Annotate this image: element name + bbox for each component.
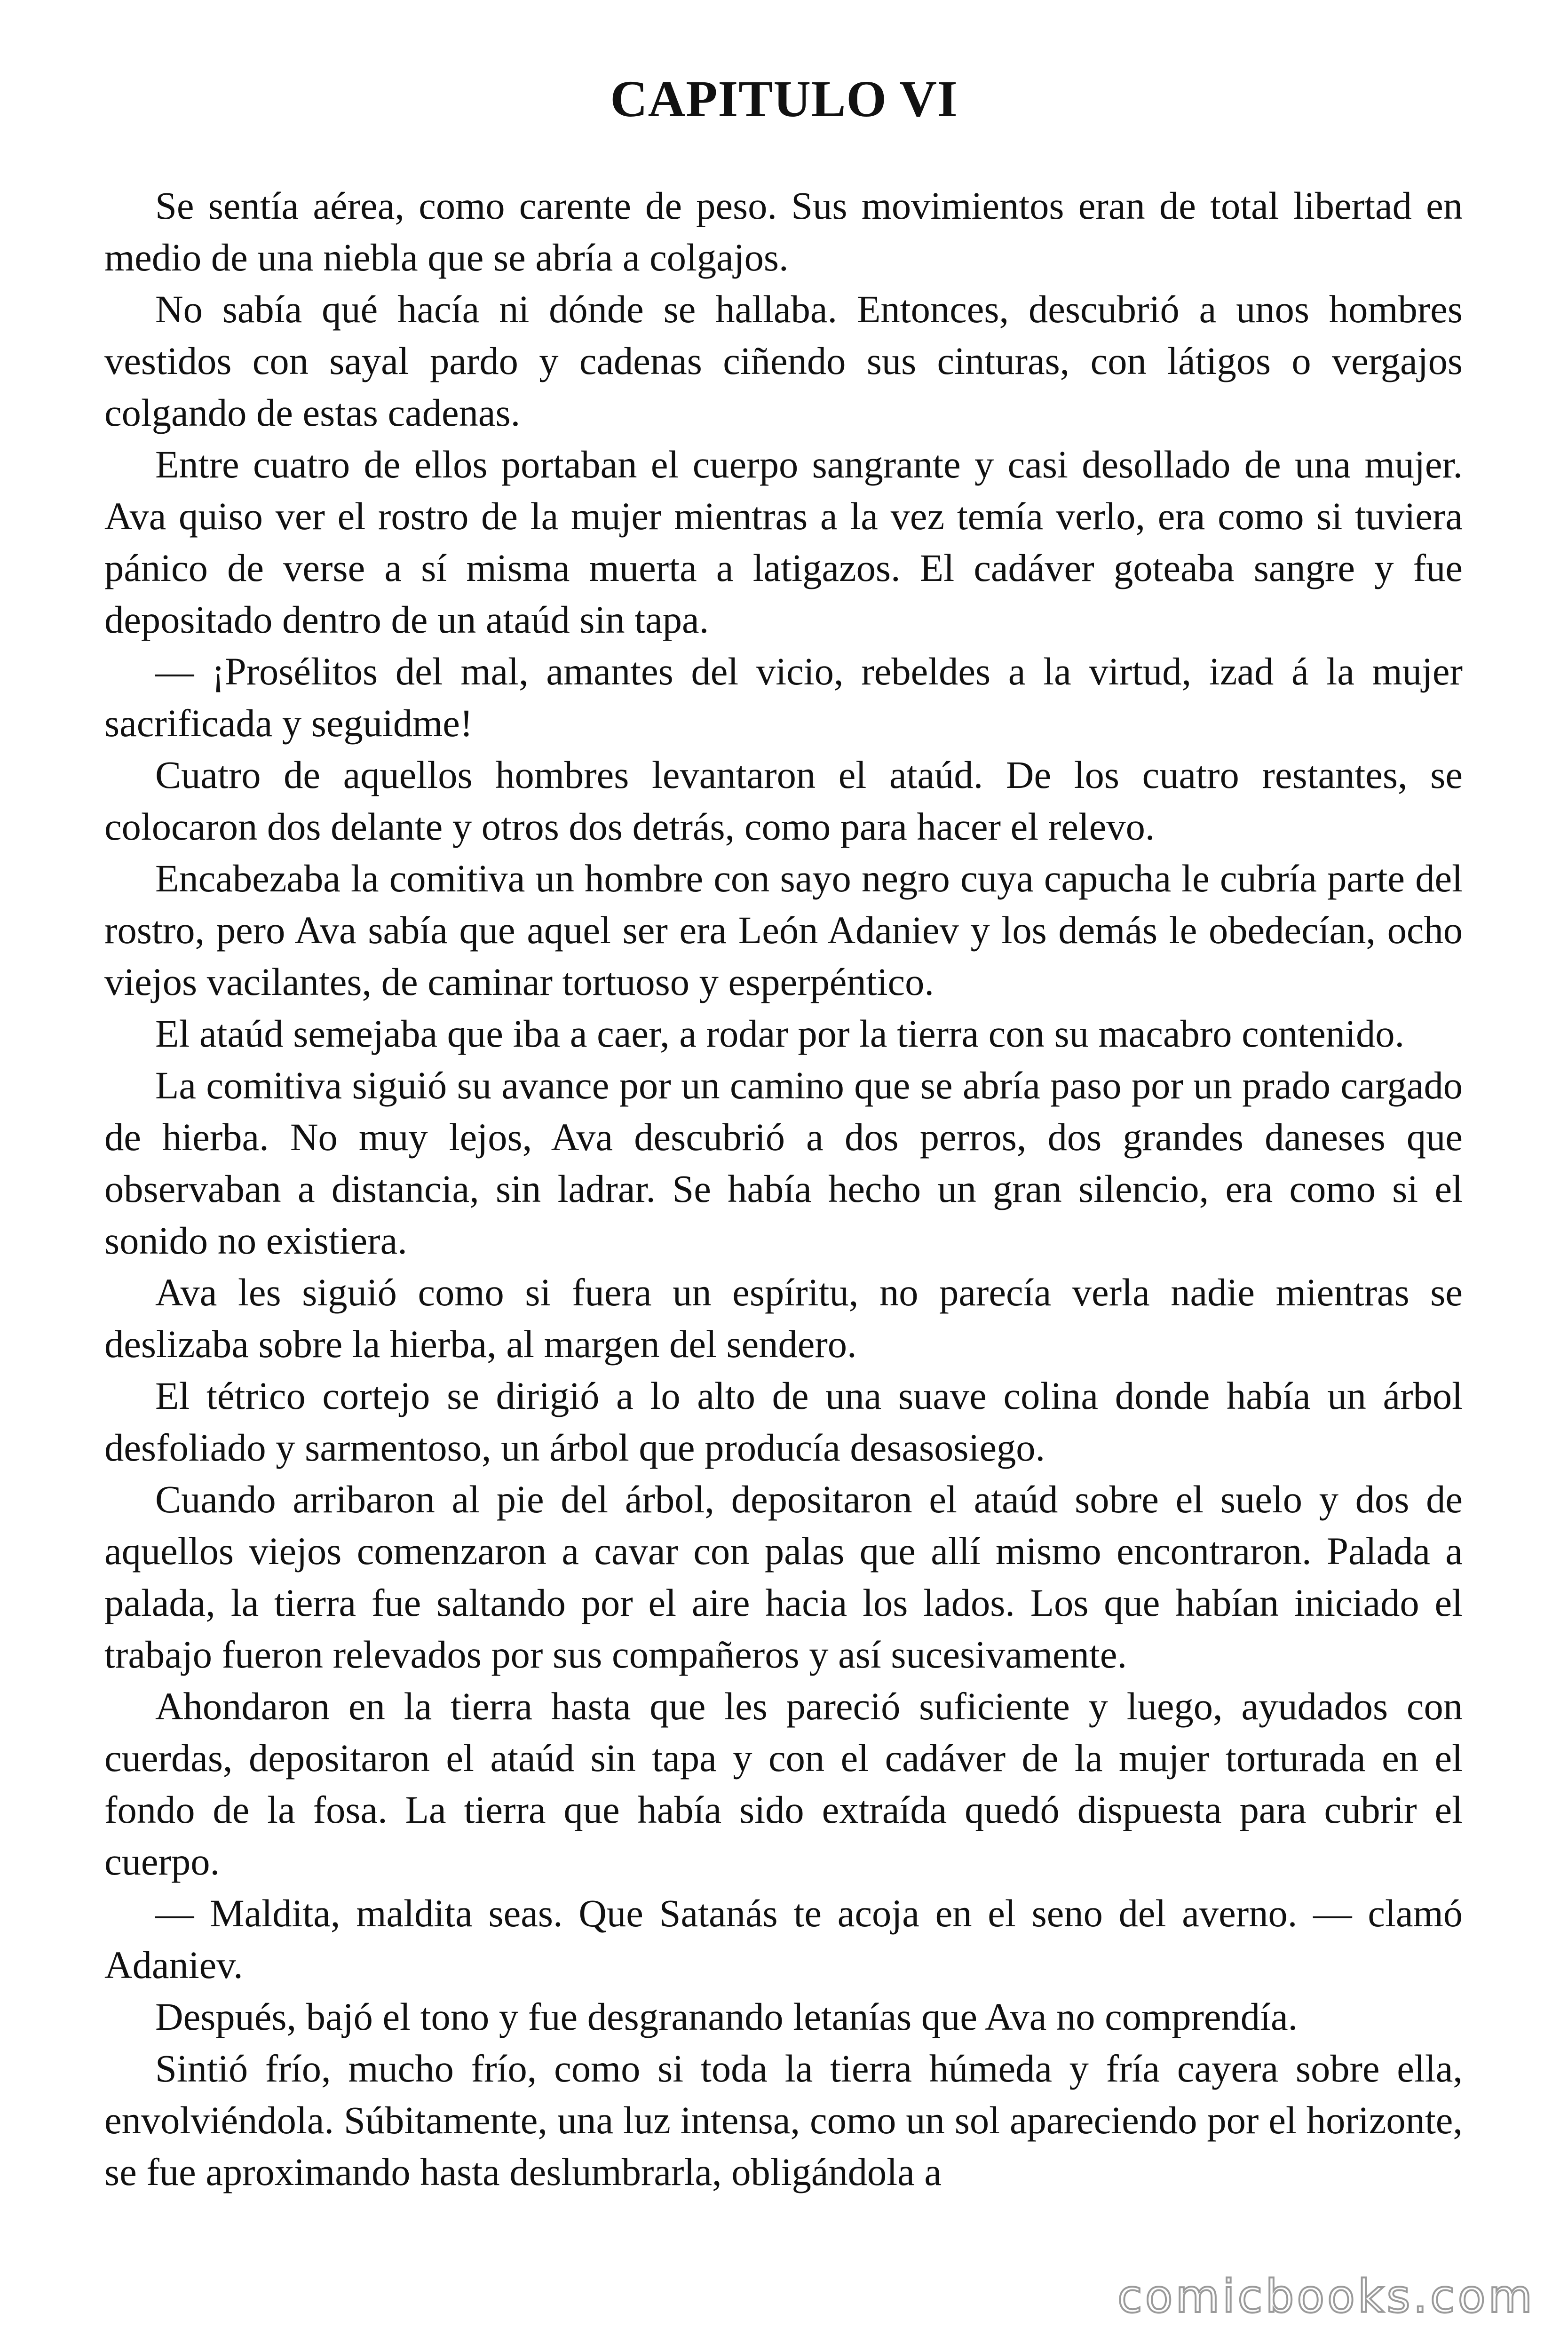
paragraph: Cuatro de aquellos hombres levantaron el ataúd. De los cuatro restantes, se colocaron dos delante y otros dos detrás, como para hacer el relevo.	[104, 753, 1463, 848]
paragraph: El tétrico cortejo se dirigió a lo alto de una suave colina donde había un árbol desfoliado y sarmentoso, un árbol que producía desasosiego.	[104, 1374, 1463, 1469]
paragraph: La comitiva siguió su avance por un camino que se abría paso por un prado cargado de hierba. No muy lejos, Ava descubrió a dos perros, dos grandes daneses que observaban a distancia, sin ladrar. Se había hecho un gran silencio, era como si el sonido no existiera.	[104, 1064, 1463, 1262]
paragraph: El ataúd semejaba que iba a caer, a rodar por la tierra con su macabro contenido.	[155, 1012, 1405, 1055]
paragraph: Sintió frío, mucho frío, como si toda la tierra húmeda y fría cayera sobre ella, envolviéndola. Súbitamente, una luz intensa, como un sol apareciendo por el horizonte, se fue aproximando hasta deslumbrarla, obligándola a	[104, 2047, 1463, 2193]
paragraph: Entre cuatro de ellos portaban el cuerpo sangrante y casi desollado de una mujer. Ava quiso ver el rostro de la mujer mientras a la vez temía verlo, era como si tuviera pánico de verse a sí misma muerta a latigazos. El cadáver goteaba sangre y fue depositado dentro de un ataúd sin tapa.	[104, 443, 1463, 641]
site-watermark: comicbooks.com	[1117, 2270, 1535, 2323]
dialogue-paragraph: — ¡Prosélitos del mal, amantes del vicio, rebeldes a la virtud, izad á la mujer sacrificada y seguidme!	[104, 650, 1463, 745]
dialogue-paragraph: — Maldita, maldita seas. Que Satanás te acoja en el seno del averno. — clamó Adaniev.	[104, 1891, 1463, 1986]
paragraph: No sabía qué hacía ni dónde se hallaba. Entonces, descubrió a unos hombres vestidos con sayal pardo y cadenas ciñendo sus cinturas, con látigos o vergajos colgando de estas cadenas.	[104, 287, 1463, 434]
paragraph: Después, bajó el tono y fue desgranando letanías que Ava no comprendía.	[155, 1995, 1298, 2038]
paragraph: Ahondaron en la tierra hasta que les pareció suficiente y luego, ayudados con cuerdas, depositaron el ataúd sin tapa y con el cadáver de la mujer torturada en el fondo de la fosa. La tierra que había sido extraída quedó dispuesta para cubrir el cuerpo.	[104, 1685, 1463, 1883]
paragraph: Encabezaba la comitiva un hombre con sayo negro cuya capucha le cubría parte del rostro, pero Ava sabía que aquel ser era León Adaniev y los demás le obedecían, ocho viejos vacilantes, de caminar tortuoso y esperpéntico.	[104, 857, 1463, 1003]
chapter-body	[104, 180, 1463, 2198]
chapter-title: CAPITULO VI	[610, 70, 958, 127]
paragraph: Ava les siguió como si fuera un espíritu, no parecía verla nadie mientras se deslizaba sobre la hierba, al margen del sendero.	[104, 1271, 1463, 1366]
paragraph: Se sentía aérea, como carente de peso. Sus movimientos eran de total libertad en medio de una niebla que se abría a colgajos.	[104, 184, 1463, 279]
paragraph: Cuando arribaron al pie del árbol, depositaron el ataúd sobre el suelo y dos de aquellos viejos comenzaron a cavar con palas que allí mismo encontraron. Palada a palada, la tierra fue saltando por el aire hacia los lados. Los que habían iniciado el trabajo fueron relevados por sus compañeros y así sucesivamente.	[104, 1478, 1463, 1676]
